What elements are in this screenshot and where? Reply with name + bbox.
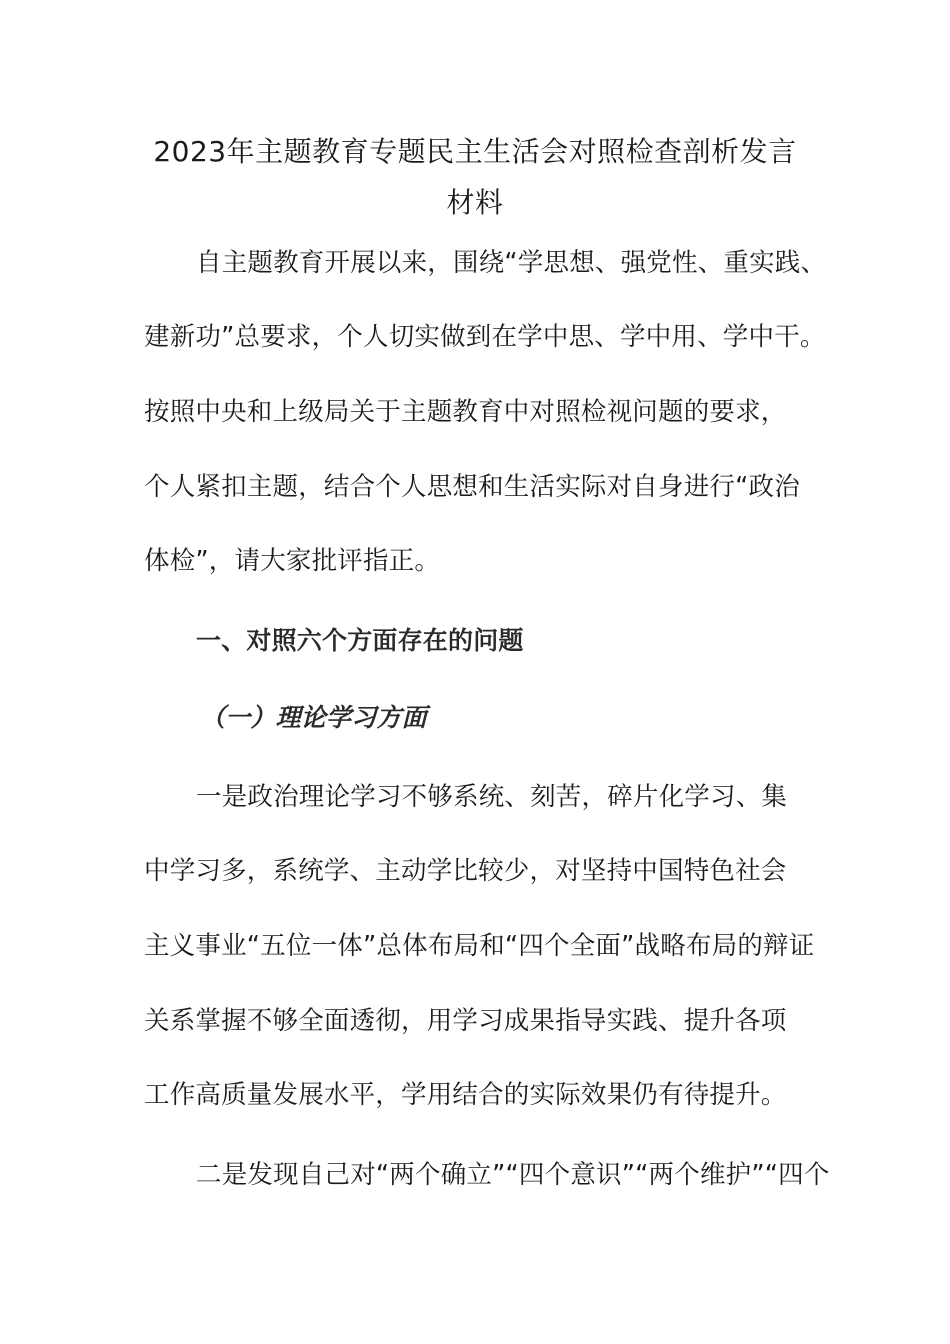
paragraph-1-line-5: 工作高质量发展水平，学用结合的实际效果仍有待提升。	[144, 1080, 787, 1110]
paragraph-1-line-4: 关系掌握不够全面透彻，用学习成果指导实践、提升各项	[144, 1006, 787, 1036]
intro-line-1: 自主题教育开展以来，围绕“学思想、强党性、重实践、	[196, 248, 827, 278]
intro-line-5: 体检”，请大家批评指正。	[144, 546, 441, 576]
intro-line-3: 按照中央和上级局关于主题教育中对照检视问题的要求，	[144, 397, 787, 427]
paragraph-1-line-1: 一是政治理论学习不够系统、刻苦，碎片化学习、集	[196, 782, 788, 812]
subsection-heading: （一）理论学习方面	[200, 703, 427, 732]
paragraph-1-line-2: 中学习多，系统学、主动学比较少，对坚持中国特色社会	[144, 856, 787, 886]
intro-line-2: 建新功”总要求，个人切实做到在学中思、学中用、学中干。	[144, 322, 826, 352]
paragraph-2-line-1: 二是发现自己对“两个确立”“四个意识”“两个维护”“四个	[196, 1160, 830, 1190]
paragraph-1-line-3: 主义事业“五位一体”总体布局和“四个全面”战略布局的辩证	[144, 931, 815, 961]
document-title-line-1: 2023年主题教育专题民主生活会对照检查剖析发言	[153, 135, 797, 168]
intro-line-4: 个人紧扣主题，结合个人思想和生活实际对自身进行“政治	[144, 472, 800, 502]
section-heading: 一、对照六个方面存在的问题	[196, 626, 524, 655]
document-title-line-2: 材料	[446, 186, 504, 219]
